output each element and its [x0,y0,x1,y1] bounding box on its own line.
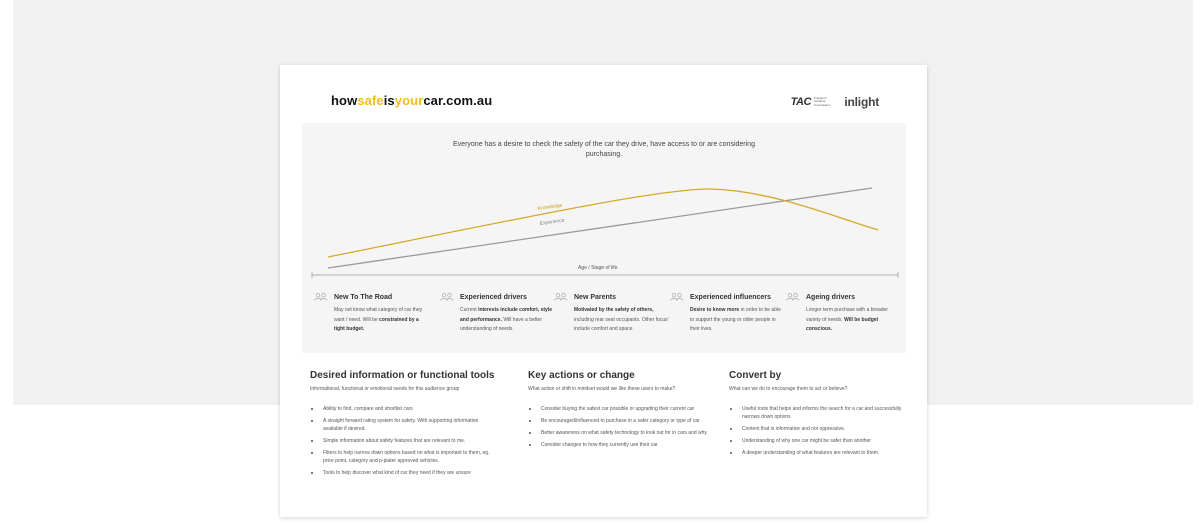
list-item: Simple information about safety features that are relevant to me. [310,437,490,445]
site-title-part: is [383,93,395,108]
stage-card [786,293,898,335]
site-title-part: car.com.au [423,93,493,108]
stage-description-text: including rear seat occupants. Other focus' include comfort and space. [574,316,669,332]
experience-label: Experience [539,217,566,227]
stage-card [670,293,782,335]
stage-name: New Parents [574,293,617,301]
people-icon [786,293,800,301]
stage-description [460,306,555,335]
column-list [729,405,909,457]
list-item: Useful tools that helps and informs the search for a car and successfully narrows down options [729,405,909,421]
journey-diagram [302,123,906,353]
stage-description [690,306,785,335]
column-subtitle: What can we do to encourage them to act or believe? [729,386,848,392]
stage-description-emphasis: Desire to know more [690,307,740,313]
column-subtitle: Informational, functional or emotional needs for this audience group [310,386,460,392]
column-subtitle: What action or shift in mindset would we like these users to make? [528,386,676,392]
tac-sub-line: Commission [813,102,831,107]
list-item: Be encouraged/influenced to purchase in a safer category or type of car [528,417,708,425]
stage-description [334,306,429,335]
logo-group [791,95,879,109]
stage-description-emphasis: Motivated by the safety of others, [574,307,654,313]
site-title-part: safe [357,93,384,108]
stage-header [440,293,552,301]
stage-header [786,293,898,301]
stage-header [554,293,666,301]
list-item: Ability to find, compare and shortlist cars [310,405,490,413]
list-item: A straight forward rating system for safety. With supporting information available if desired. [310,417,490,433]
list-item: Understanding of why one car might be safer than another [729,437,909,445]
people-icon [440,293,454,301]
list-item: A deeper understanding of what features are relevant to them. [729,449,909,457]
stage-card [314,293,426,335]
stage-card [440,293,552,335]
people-icon [314,293,328,301]
tac-logo-subtitle [814,97,831,107]
info-column [310,370,495,481]
tac-sub-line: Accident [813,99,826,104]
stage-description [806,306,901,335]
column-list [310,405,490,477]
stage-header [314,293,426,301]
stage-card [554,293,669,335]
info-column [528,370,708,453]
stage-description-emphasis: constrained by a tight budget. [334,316,419,332]
stage-description-text: in order to be able to support the young or older people in their lives. [690,307,781,332]
info-column [729,370,909,461]
column-title: Convert by [729,370,782,381]
stage-description-text: Will have a better understanding of needs. [460,316,542,332]
axis-label: Age / Stage of life [578,265,618,271]
stage-description [574,306,669,335]
stage-name: Ageing drivers [806,293,856,301]
persona-sheet [280,65,927,517]
stage-description-emphasis: Will be budget conscious. [806,316,879,332]
site-title-part: your [394,93,424,108]
inlight-logo: inlight [844,95,879,109]
tac-logo [791,96,831,108]
list-item: Content that is informative and not oppressive. [729,425,909,433]
stage-description-text: Current [460,307,479,313]
list-item: Better awareness on what safety technology to look out for in cars and why [528,429,708,437]
list-item: Tools to help discover what kind of car they need if they are unsure [310,469,490,477]
people-icon [554,293,568,301]
site-title [331,93,492,108]
knowledge-label: Knowledge [537,202,563,212]
column-list [528,405,708,449]
stage-header [670,293,782,301]
column-title: Key actions or change [528,370,635,381]
stage-name: Experienced drivers [460,293,527,301]
diagram-intro: Everyone has a desire to check the safety of the car they drive, have access to or are considering purchasing. [453,141,755,158]
list-item: Filters to help narrow down options based on what is important to them, eg. price point, category and p-plater approved vehicles. [310,449,490,465]
stage-description-emphasis: interests include comfort, style and performance. [460,307,552,323]
stage-name: Experienced influencers [690,293,771,301]
stage-description-text: Longer term purchase with a broader variety of needs. [806,307,888,323]
column-title: Desired information or functional tools [310,370,495,381]
stage-name: New To The Road [334,293,393,301]
tac-sub-line: Transport [813,96,827,101]
list-item: Consider changes to how they currently use their car [528,441,708,449]
list-item: Consider buying the safest car possible or upgrading their current car [528,405,708,413]
tac-logo-mark: TAC [790,96,811,108]
site-title-part: how [331,93,358,108]
stage-description-text: May not know what category of car they want / need. Will be [334,307,423,323]
people-icon [670,293,684,301]
experience-line [328,188,872,268]
